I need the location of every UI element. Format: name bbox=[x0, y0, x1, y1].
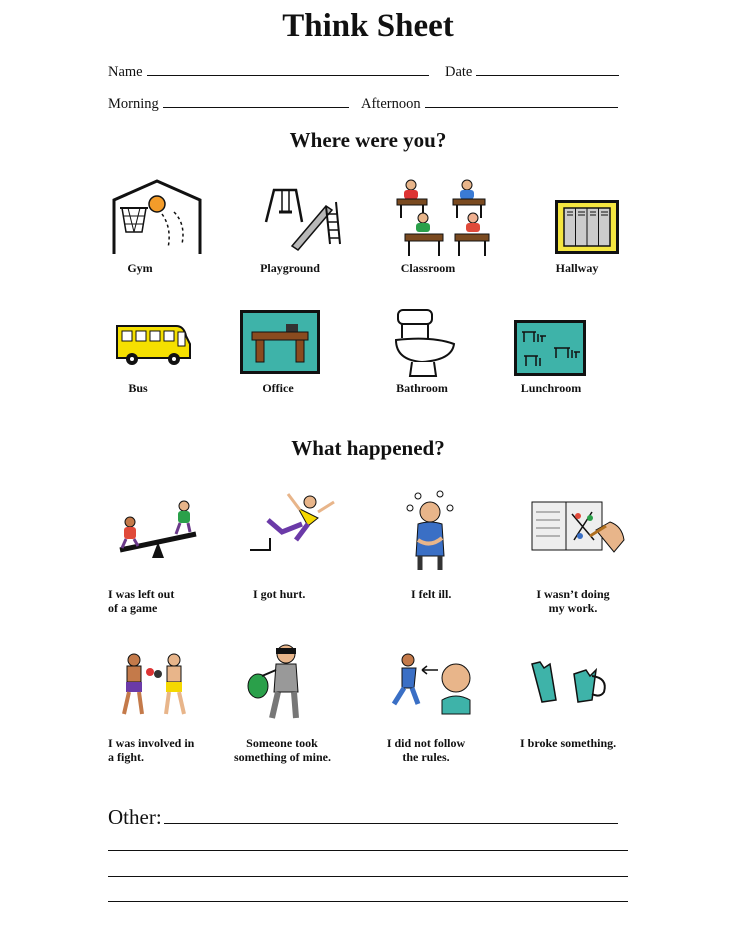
page-title: Think Sheet bbox=[282, 8, 454, 44]
place-label-office: Office bbox=[262, 381, 294, 395]
place-label-bus: Bus bbox=[128, 381, 148, 395]
place-label-classroom: Classroom bbox=[400, 261, 456, 275]
hallway-icon bbox=[555, 200, 619, 254]
date-line[interactable] bbox=[476, 62, 619, 76]
broken-cup-icon bbox=[530, 660, 610, 708]
writing-line[interactable] bbox=[108, 876, 628, 877]
morning-line[interactable] bbox=[163, 94, 349, 108]
classroom-icon bbox=[395, 178, 491, 258]
playground-icon bbox=[262, 188, 342, 252]
fall-icon bbox=[248, 490, 340, 554]
event-label-4: I was involved in a fight. bbox=[108, 736, 195, 764]
event-label-3: I wasn’t doing my work. bbox=[536, 587, 610, 615]
event-label-5: Someone took something of mine. bbox=[234, 736, 331, 764]
morning-label: Morning bbox=[108, 96, 159, 112]
event-label-1: I got hurt. bbox=[253, 587, 306, 601]
event-label-6: I did not follow the rules. bbox=[386, 736, 466, 764]
date-label: Date bbox=[445, 64, 473, 80]
rules-icon bbox=[388, 652, 476, 716]
event-label-2: I felt ill. bbox=[411, 587, 452, 601]
other-line[interactable] bbox=[164, 805, 618, 824]
lunchroom-icon bbox=[514, 320, 586, 376]
seesaw-icon bbox=[116, 496, 200, 558]
writing-line[interactable] bbox=[108, 901, 628, 902]
afternoon-label: Afternoon bbox=[361, 96, 421, 112]
event-label-0: I was left out of a game bbox=[108, 587, 175, 615]
what-heading: What happened? bbox=[291, 436, 445, 460]
name-field[interactable] bbox=[108, 62, 429, 81]
name-line[interactable] bbox=[147, 62, 429, 76]
event-label-7: I broke something. bbox=[520, 736, 617, 750]
worksheet-icon bbox=[530, 500, 626, 556]
place-label-lunchroom: Lunchroom bbox=[520, 381, 582, 395]
where-heading: Where were you? bbox=[289, 128, 447, 152]
place-label-bathroom: Bathroom bbox=[396, 381, 448, 395]
date-field[interactable] bbox=[445, 62, 619, 81]
office-icon bbox=[240, 310, 320, 374]
name-label: Name bbox=[108, 64, 143, 80]
afternoon-line[interactable] bbox=[425, 94, 618, 108]
place-label-gym: Gym bbox=[127, 261, 153, 275]
writing-line[interactable] bbox=[108, 850, 628, 851]
fight-icon bbox=[114, 652, 194, 718]
place-label-hallway: Hallway bbox=[555, 261, 599, 275]
place-label-playground: Playground bbox=[260, 261, 320, 275]
ill-icon bbox=[404, 490, 464, 572]
other-label: Other: bbox=[108, 805, 162, 829]
gym-icon bbox=[110, 178, 204, 256]
bathroom-icon bbox=[392, 308, 458, 378]
afternoon-field[interactable] bbox=[361, 94, 618, 113]
other-field[interactable] bbox=[108, 805, 618, 830]
morning-field[interactable] bbox=[108, 94, 349, 113]
thief-icon bbox=[246, 642, 304, 720]
bus-icon bbox=[114, 322, 194, 368]
